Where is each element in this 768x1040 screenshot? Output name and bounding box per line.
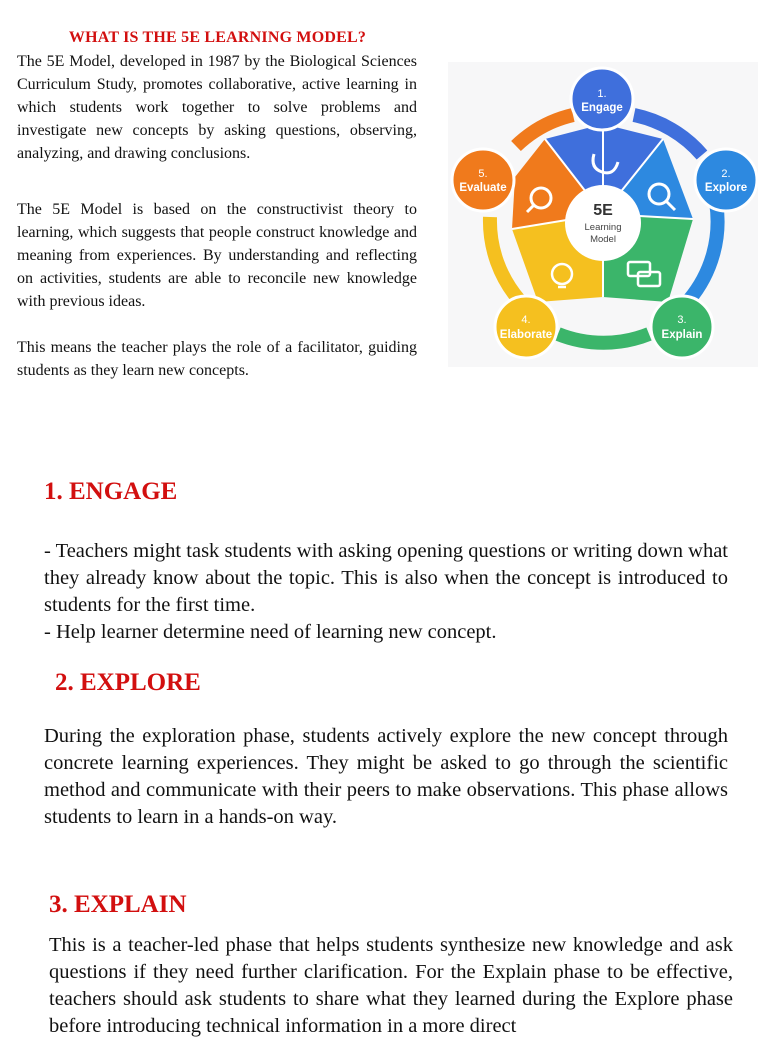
- svg-text:Explore: Explore: [704, 182, 748, 194]
- svg-text:2.: 2.: [721, 168, 731, 180]
- section-title-explain: 3. EXPLAIN: [49, 891, 187, 918]
- stage-badge-explore: [695, 149, 757, 211]
- intro-paragraph: The 5E Model is based on the constructivist theory to learning, which suggests that people construct knowledge and meaning from experiences. By understanding and reflecting on activities, students are able to reconcile new knowledge with previous ideas.: [17, 201, 417, 310]
- svg-text:5.: 5.: [478, 168, 488, 180]
- svg-text:4.: 4.: [521, 314, 531, 326]
- intro-paragraph: The 5E Model, developed in 1987 by the Biological Sciences Curriculum Study, promotes collaborative, active learning in which students work together to solve problems and investigate new concepts by asking questions, observing, analyzing, and drawing conclusions.: [17, 53, 417, 162]
- svg-text:3.: 3.: [677, 314, 687, 326]
- intro-paragraph: This means the teacher plays the role of a facilitator, guiding students as they learn new concepts.: [17, 339, 417, 379]
- section-line: - Teachers might task students with asking opening questions or writing down what they already know about the topic. This is also when the concept is introduced to students for the first time.: [44, 540, 728, 616]
- center-subtitle-line1: Learning: [584, 222, 622, 233]
- section-title-engage: 1. ENGAGE: [44, 478, 178, 505]
- stage-badge-engage: [571, 68, 633, 130]
- center-title: 5E: [593, 202, 613, 219]
- section-line: During the exploration phase, students actively explore the new concept through concrete learning experiences. They might be asked to go through the scientific method and communicate with their peers to make observations. This phase allows students to learn in a hands-on way.: [44, 725, 728, 828]
- svg-text:Engage: Engage: [581, 102, 623, 114]
- stage-badge-elaborate: [495, 296, 557, 358]
- intro-title: WHAT IS THE 5E LEARNING MODEL?: [68, 29, 367, 46]
- 5e-cycle-graphic: [448, 62, 758, 367]
- center-subtitle-line2: Model: [590, 234, 616, 245]
- section-title-explore: 2. EXPLORE: [55, 669, 201, 696]
- svg-text:Evaluate: Evaluate: [459, 182, 507, 194]
- 5e-model-diagram: [448, 62, 758, 367]
- section-body-explore: [44, 723, 728, 831]
- stage-badge-evaluate: [452, 149, 514, 211]
- svg-text:Elaborate: Elaborate: [499, 329, 553, 341]
- section-line: This is a teacher-led phase that helps students synthesize new knowledge and ask questions if they need further clarification. For the Explain phase to be effective, teachers should ask students to share what they learned during the Explore phase before introducing technical information in a more direct: [49, 934, 733, 1037]
- svg-text:Explain: Explain: [661, 329, 703, 341]
- ring-arc-explore-explain: [689, 202, 718, 300]
- svg-text:1.: 1.: [597, 88, 607, 100]
- section-line: - Help learner determine need of learning new concept.: [44, 621, 497, 643]
- section-body-engage: [44, 538, 728, 646]
- stage-badge-explain: [651, 296, 713, 358]
- ring-arc-explain-elaborate: [558, 334, 649, 343]
